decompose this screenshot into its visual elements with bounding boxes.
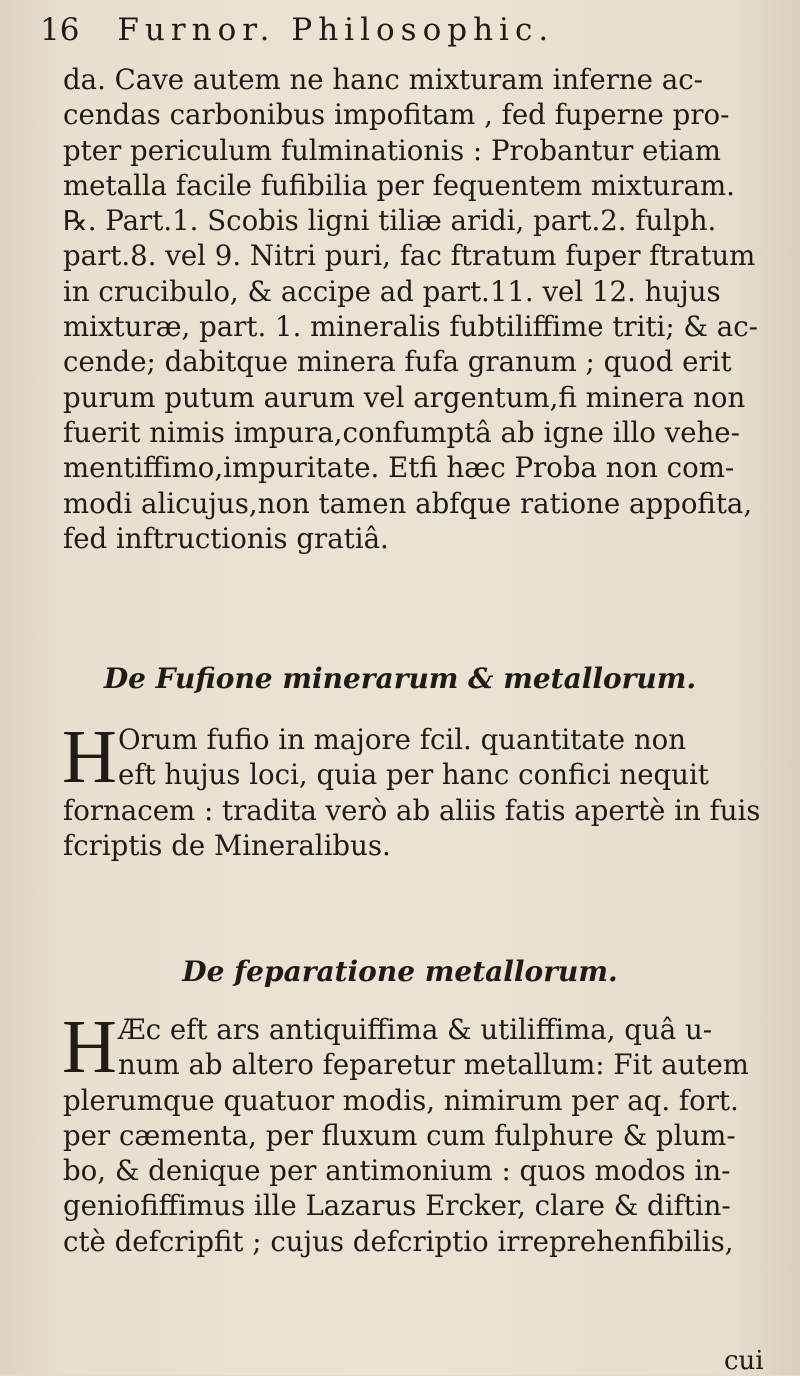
text-line: ctè defcripfit ; cujus defcriptio irreprehenfibilis, [63,1224,734,1258]
drop-cap: H [62,1005,117,1089]
text-line: fuerit nimis impura,confumptâ ab igne illo vehe- [63,415,740,449]
text-line: num ab altero feparetur metallum: Fit autem [118,1048,749,1082]
section-heading: De feparatione metallorum. [182,955,618,988]
text-line: modi alicujus,non tamen abfque ratione appofita, [63,486,753,520]
text-line: plerumque quatuor modis, nimirum per aq. fort. [63,1083,739,1117]
section-heading: De Fufione minerarum & metallorum. [103,662,697,695]
text-line: metalla facile fufibilia per fequentem mixturam. [63,168,735,202]
text-line: cendas carbonibus impofitam , fed fuperne pro- [63,98,730,132]
text-line: eft hujus loci, quia per hanc confici nequit [118,758,709,792]
text-line: cende; dabitque minera fufa granum ; quod erit [63,345,732,379]
text-line: fcriptis de Mineralibus. [63,828,391,862]
text-line: per cæmenta, per fluxum cum fulphure & plum- [63,1118,736,1152]
drop-cap: H [62,715,117,799]
page-number: 16 [40,12,80,48]
text-line: ℞. Part.1. Scobis ligni tiliæ aridi, part.2. fulph. [63,204,717,238]
text-line: Æc eft ars antiquiffima & utiliffima, quâ u- [118,1013,713,1046]
catchword: cui [724,1346,764,1376]
text-line: purum putum aurum vel argentum,fi minera non [63,380,746,414]
text-line: geniofiffimus ille Lazarus Ercker, clare & diftin- [63,1189,731,1223]
paragraph-2 [62,715,783,863]
text-line: fed inftructionis gratiâ. [63,521,389,555]
text-line: in crucibulo, & accipe ad part.11. vel 12. hujus [63,274,721,308]
text-line: fornacem : tradita verò ab aliis fatis apertè in fuis [63,793,761,827]
text-line: mixturæ, part. 1. mineralis fubtiliffime triti; & ac- [63,310,758,344]
text-line: pter periculum fulminationis : Probantur etiam [63,133,721,167]
page-header [40,12,760,56]
text-line: bo, & denique per antimonium : quos modos in- [63,1154,731,1188]
text-line: da. Cave autem ne hanc mixturam inferne ac- [63,63,704,96]
running-title: Furnor. Philosophic. [117,12,555,48]
text-line: mentiffimo,impuritate. Etfi hæc Proba non com- [63,451,735,485]
paragraph-3 [62,1005,783,1259]
paragraph-1 [63,62,783,556]
text-line: part.8. vel 9. Nitri puri, fac ftratum fuper ftratum [63,239,756,273]
text-line: Orum fufio in majore fcil. quantitate non [118,723,687,756]
